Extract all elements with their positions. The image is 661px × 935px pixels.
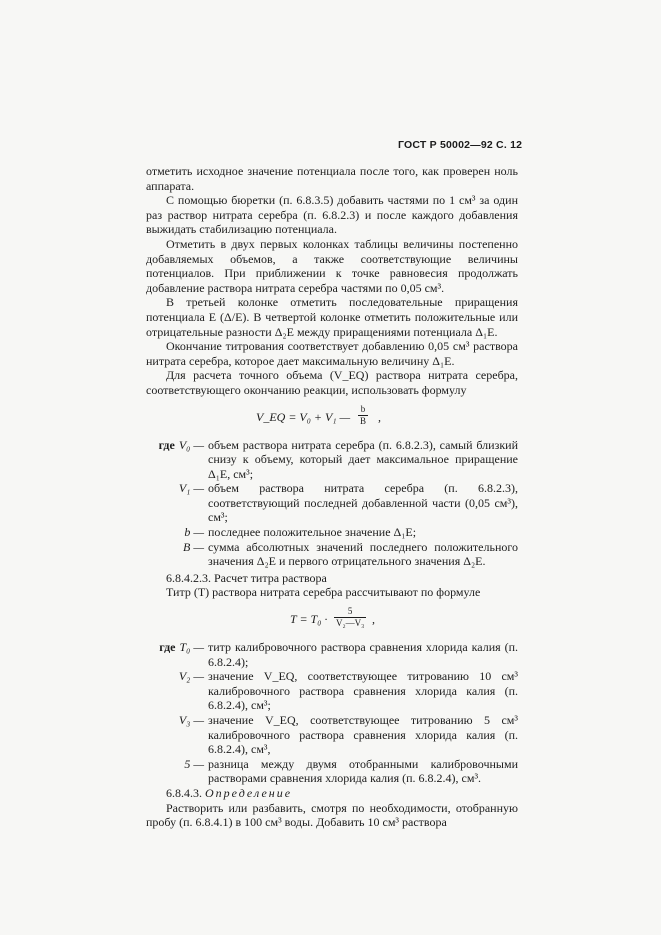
definition-text: разница между двумя отобранными калибровочными растворами сравнения хлорида калия (п. 6.8.2.4), см³. bbox=[208, 756, 518, 786]
paragraph-6: Для расчета точного объема (V_EQ) раствора нитрата серебра, соответствующего окончанию реакции, использовать формулу bbox=[146, 368, 518, 397]
definition-row bbox=[146, 640, 518, 669]
definition-key: V₂ — bbox=[178, 669, 204, 684]
definition-row bbox=[146, 438, 518, 482]
formula-veq-denominator: B bbox=[360, 415, 367, 426]
definition-key: V₃ — bbox=[178, 713, 204, 727]
definitions-1 bbox=[146, 438, 518, 569]
formula-titer-fraction bbox=[334, 606, 366, 629]
definition-key bbox=[146, 438, 204, 453]
paragraph-3: Отметить в двух первых колонках таблицы величины постепенно добавляемых объемов, а также соответствующие величины потенциалов. При приближении к точке равновесия продолжать добавление раствора нитрата серебра частями по 0,05 см³. bbox=[146, 236, 518, 295]
definition-text: титр калибровочного раствора сравнения хлорида калия (п. 6.8.2.4); bbox=[208, 640, 518, 669]
definition-row bbox=[146, 713, 518, 757]
definitions-2 bbox=[146, 640, 518, 786]
definition-key: b — bbox=[184, 525, 204, 540]
definition-key: 5 — bbox=[184, 756, 204, 771]
paragraph-4: В третьей колонке отметить последовательные приращения потенциала E (Δ/E). В четвертой колонке отметить положительные или отрицательные разности Δ₂E между приращениями потенциала Δ₁E. bbox=[146, 295, 518, 339]
section-heading-titer: 6.8.4.2.3. Расчет титра раствора bbox=[166, 570, 327, 585]
definition-key: B — bbox=[183, 539, 204, 554]
section-title: Определение bbox=[205, 785, 293, 800]
formula-veq-fraction bbox=[358, 404, 368, 427]
definition-row bbox=[146, 540, 518, 569]
paragraph-5: Окончание титрования соответствует добавлению 0,05 см³ раствора нитрата серебра, которое дает максимальную величину Δ₁E. bbox=[146, 339, 518, 368]
formula-titer bbox=[146, 606, 518, 634]
definition-text: объем раствора нитрата серебра (п. 6.8.2.3), самый близкий снизу к объему, который дает максимальное приращение Δ₁E, см³; bbox=[208, 437, 518, 481]
formula-veq bbox=[146, 404, 518, 432]
definition-symbol: T₀ — bbox=[179, 640, 204, 655]
definition-text: сумма абсолютных значений последнего положительного значения Δ₂E и первого отрицательного значения Δ₂E. bbox=[208, 539, 518, 569]
page-header: ГОСТ Р 50002—92 С. 12 bbox=[398, 139, 523, 151]
formula-veq-left: V_EQ = V₀ + V₁ — bbox=[256, 409, 351, 424]
definition-row bbox=[146, 669, 518, 713]
where-word: где bbox=[158, 437, 175, 452]
definition-row bbox=[146, 481, 518, 525]
section-number: 6.8.4.3. bbox=[166, 785, 202, 800]
definition-symbol: V₀ — bbox=[178, 437, 204, 452]
definition-key bbox=[146, 640, 204, 655]
definition-text: значение V_EQ, соответствующее титрованию 5 см³ калибровочного раствора сравнения хлорида калия (п. 6.8.2.4), см³, bbox=[208, 713, 518, 757]
where-word: где bbox=[159, 640, 176, 655]
section-heading-determination bbox=[146, 786, 518, 801]
definition-text: значение V_EQ, соответствующее титрованию 10 см³ калибровочного раствора сравнения хлорида калия (п. 6.8.2.4), см³; bbox=[208, 669, 518, 713]
paragraph-1: отметить исходное значение потенциала после того, как проверен ноль аппарата. bbox=[146, 164, 518, 193]
paragraph-2: С помощью бюретки (п. 6.8.3.5) добавить частями по 1 см³ за один раз раствор нитрата серебра (п. 6.8.2.3) и после каждого добавления выжидать стабилизацию потенциала. bbox=[146, 193, 518, 237]
definition-row bbox=[146, 525, 518, 540]
formula-titer-numerator: 5 bbox=[334, 606, 366, 618]
formula-titer-left: T = T₀ · bbox=[290, 612, 328, 627]
definition-key: V₁ — bbox=[178, 481, 204, 496]
formula-veq-numerator: b bbox=[358, 404, 368, 416]
formula-titer-tail: , bbox=[372, 612, 375, 627]
formula-veq-tail: , bbox=[378, 409, 381, 424]
definition-row bbox=[146, 757, 518, 786]
text-column bbox=[146, 164, 518, 830]
paragraph-titer: Титр (T) раствора нитрата серебра рассчитывают по формуле bbox=[166, 585, 481, 600]
definition-text: последнее положительное значение Δ₁E; bbox=[208, 525, 417, 540]
formula-titer-denominator: V₂—V₃ bbox=[336, 618, 365, 629]
definition-text: объем раствора нитрата серебра (п. 6.8.2.3), соответствующий последней добавленной части (0,05 см³), см³; bbox=[208, 481, 518, 525]
paragraph-final: Растворить или разбавить, смотря по необходимости, отобранную пробу (п. 6.8.4.1) в 100 см³ воды. Добавить 10 см³ раствора bbox=[146, 800, 518, 830]
